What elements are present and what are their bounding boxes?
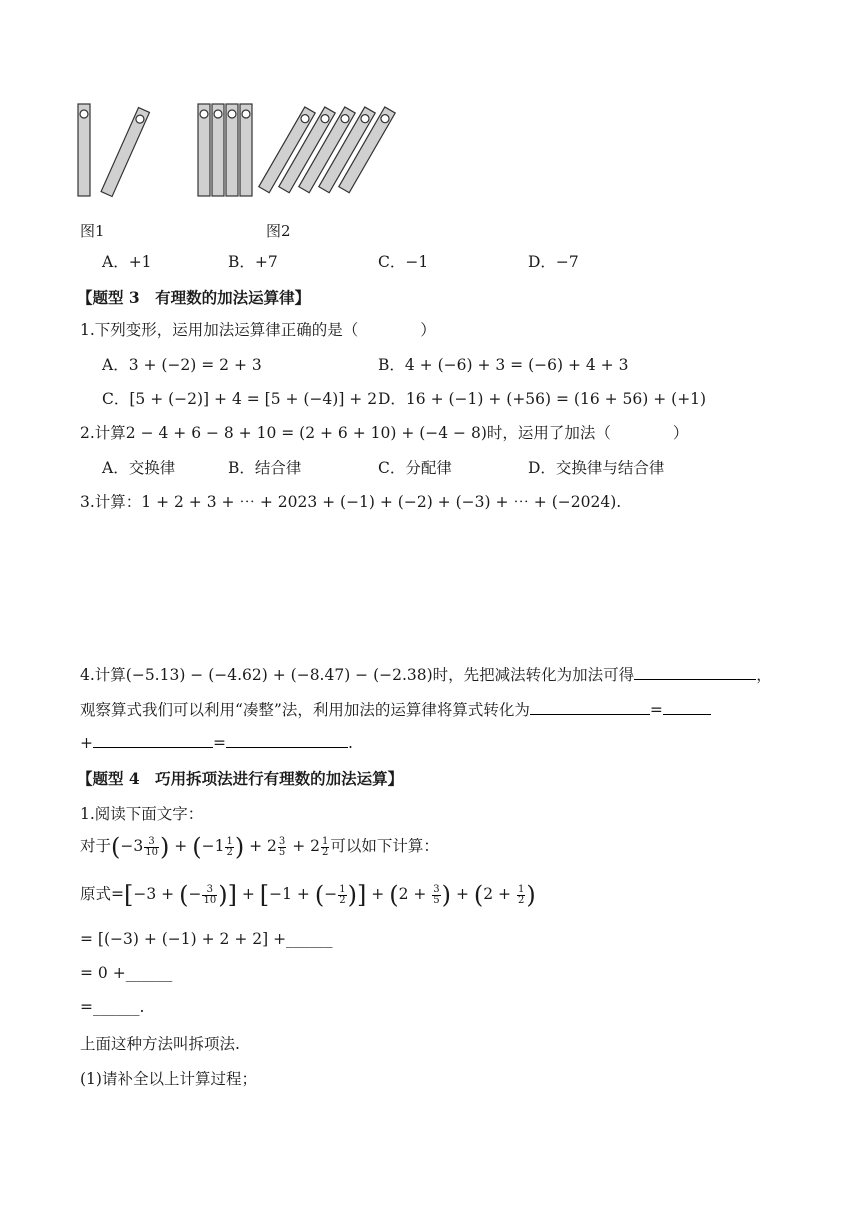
answer-blank[interactable] bbox=[226, 733, 348, 748]
t3-q1-option-a: A．3 + (−2) = 2 + 3 bbox=[102, 356, 262, 374]
sticks-figure bbox=[72, 100, 412, 210]
t3-q2-option-b: B．结合律 bbox=[228, 459, 302, 477]
t3-q2-option-c: C．分配律 bbox=[378, 459, 452, 477]
t4-q1-step2: = [(−3) + (−1) + 2 + 2] +______ bbox=[80, 930, 333, 948]
prev-option-a: A．+1 bbox=[102, 253, 152, 271]
t3-q4-line1-text: 4.计算(−5.13) − (−4.62) + (−8.47) − (−2.38)时，先把减法转化为加法可得 bbox=[80, 666, 635, 684]
t3-q2-stem: 2.计算2 − 4 + 6 − 8 + 10 = (2 + 6 + 10) + (−4 − 8)时，运用了加法（ ） bbox=[80, 424, 689, 442]
t3-q4-line3 bbox=[80, 733, 353, 752]
t3-q1-option-b: B．4 + (−6) + 3 = (−6) + 4 + 3 bbox=[378, 356, 629, 374]
figure-1-label: 图1 bbox=[80, 222, 105, 240]
t3-q2-option-a: A．交换律 bbox=[102, 459, 176, 477]
t4-q1-method: 上面这种方法叫拆项法. bbox=[80, 1035, 240, 1053]
t3-q4-line2-eq: = bbox=[649, 701, 663, 719]
figure-2-label: 图2 bbox=[266, 222, 291, 240]
t4-orig-prefix: 原式= bbox=[80, 885, 124, 903]
t4-q1-step1: 原式=[−3 + (− $\frac{3}{10}$ )] + [−1 + (− $\frac{1}{2}$ )] + (2 + $\frac{3}{5}$ ) + (2 + $\frac{1}{2}$ ) bbox=[80, 881, 536, 909]
t3-q4-line3-eq: = bbox=[213, 734, 226, 752]
prev-option-b: B．+7 bbox=[228, 253, 278, 271]
t3-q1-stem: 1.下列变形，运用加法运算律正确的是（ ） bbox=[80, 321, 436, 339]
type3-heading: 【题型 3 有理数的加法运算律】 bbox=[77, 288, 311, 307]
t3-q4-line3-plus: + bbox=[80, 734, 93, 752]
prev-option-d: D．−7 bbox=[528, 253, 579, 271]
answer-blank[interactable] bbox=[530, 700, 650, 715]
t4-q1-step3: = 0 +______ bbox=[80, 964, 173, 982]
t4-q1-step4: =______. bbox=[80, 998, 145, 1016]
answer-blank[interactable] bbox=[663, 700, 711, 715]
t3-q1-option-d: D．16 + (−1) + (+56) = (16 + 56) + (+1) bbox=[378, 390, 707, 408]
t3-q4-line1 bbox=[80, 663, 772, 685]
t4-q1-intro: 1.阅读下面文字： bbox=[80, 805, 204, 823]
t3-q4-line3-end: . bbox=[348, 734, 353, 752]
answer-blank[interactable] bbox=[634, 665, 756, 680]
t3-q4-line2-text: 观察算式我们可以利用“凑整”法，利用加法的运算律将算式转化为 bbox=[80, 701, 530, 719]
type4-heading: 【题型 4 巧用拆项法进行有理数的加法运算】 bbox=[77, 769, 404, 788]
t3-q2-option-d: D．交换律与结合律 bbox=[528, 459, 665, 477]
t4-for-suffix: 可以如下计算： bbox=[330, 837, 439, 855]
t3-q3-stem: 3.计算：1 + 2 + 3 + ⋯ + 2023 + (−1) + (−2) + (−3) + ⋯ + (−2024). bbox=[80, 493, 622, 511]
t3-q1-option-c: C．[5 + (−2)] + 4 = [5 + (−4)] + 2 bbox=[102, 390, 378, 408]
prev-option-c: C．−1 bbox=[378, 253, 429, 271]
answer-blank[interactable] bbox=[93, 733, 213, 748]
t4-q1-expression: 对于(−3 $\frac{3}{10}$ ) + (−1 $\frac{1}{2}$ ) + 2 $\frac{3}{5}$ + 2 $\frac{1}{2}$ 可以如下计算： bbox=[80, 833, 439, 861]
t4-q1-part1: (1)请补全以上计算过程； bbox=[80, 1070, 257, 1088]
t3-q4-line2 bbox=[80, 698, 711, 720]
t3-q4-line1-end: ， bbox=[756, 666, 772, 684]
t4-for-prefix: 对于 bbox=[80, 837, 112, 855]
